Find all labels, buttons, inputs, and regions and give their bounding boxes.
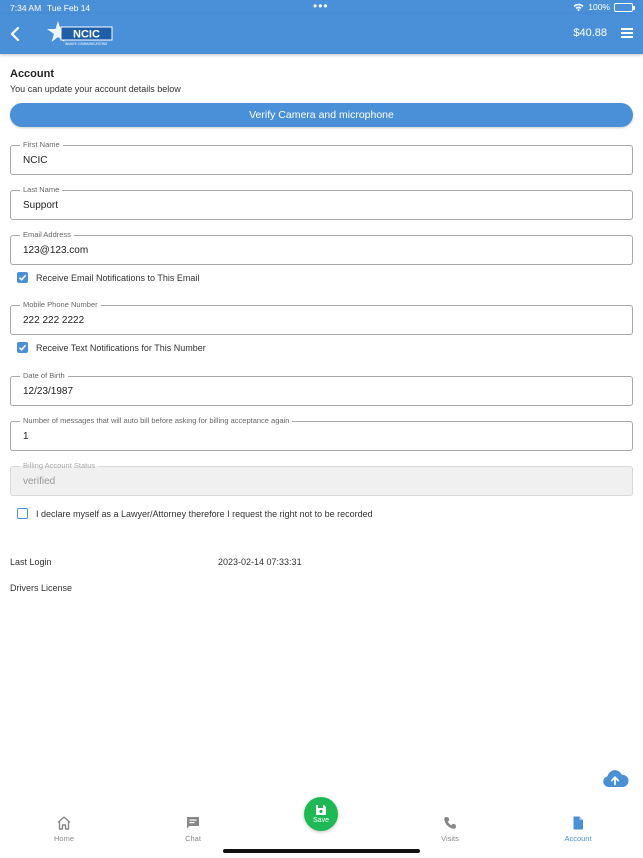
save-button-label: Save [313, 817, 329, 824]
app-header [0, 14, 643, 54]
svg-text:NCIC: NCIC [73, 28, 100, 41]
billing-status-label: Billing Account Status [20, 461, 98, 471]
first-name-field[interactable] [10, 140, 633, 175]
auto-bill-count-label: Number of messages that will auto bill before asking for billing acceptance again [20, 416, 292, 426]
tab-chat-label: Chat [185, 834, 201, 843]
text-notifications-checkbox[interactable] [17, 342, 28, 353]
document-icon [570, 815, 586, 831]
battery-icon [614, 3, 633, 12]
phone-icon [442, 815, 458, 831]
tab-home[interactable] [34, 815, 94, 843]
wifi-icon [573, 3, 584, 11]
lawyer-declaration-checkbox-row[interactable] [17, 508, 373, 519]
save-button[interactable] [304, 797, 338, 831]
last-name-field[interactable] [10, 185, 633, 220]
auto-bill-count-field[interactable] [10, 416, 633, 451]
tab-account[interactable] [548, 815, 608, 843]
chat-icon [185, 815, 201, 831]
svg-text:INMATE COMMUNICATIONS: INMATE COMMUNICATIONS [64, 42, 108, 46]
floppy-disk-icon [315, 804, 327, 816]
billing-status-field [10, 461, 633, 496]
email-notifications-checkbox[interactable] [17, 272, 28, 283]
multitasking-dots-icon[interactable]: ••• [313, 0, 329, 13]
last-login-label: Last Login [10, 557, 52, 567]
email-label: Email Address [20, 230, 74, 240]
home-indicator [223, 849, 420, 853]
text-notifications-checkbox-row[interactable] [17, 342, 206, 353]
date-of-birth-field[interactable] [10, 371, 633, 406]
mobile-phone-value[interactable]: 222 222 2222 [23, 315, 85, 326]
auto-bill-count-value[interactable]: 1 [23, 431, 29, 442]
verify-camera-button[interactable]: Verify Camera and microphone [10, 103, 633, 127]
cloud-upload-icon[interactable] [601, 769, 629, 789]
tab-visits[interactable] [420, 815, 480, 843]
email-notifications-checkbox-row[interactable] [17, 272, 199, 283]
status-date: Tue Feb 14 [47, 3, 91, 13]
email-notifications-label: Receive Email Notifications to This Email [36, 272, 200, 283]
battery-percent: 100% [588, 2, 610, 12]
home-icon [56, 815, 72, 831]
account-balance: $40.88 [573, 27, 607, 39]
drivers-license-label: Drivers License [10, 583, 73, 593]
hamburger-menu-icon[interactable] [621, 28, 633, 38]
mobile-phone-field[interactable] [10, 300, 633, 335]
text-notifications-label: Receive Text Notifications for This Number [36, 342, 206, 353]
tab-account-label: Account [564, 834, 592, 843]
email-field[interactable] [10, 230, 633, 265]
first-name-label: First Name [20, 140, 63, 150]
lawyer-declaration-checkbox[interactable] [17, 508, 28, 519]
mobile-phone-label: Mobile Phone Number [20, 300, 101, 310]
billing-status-value: verified [23, 476, 56, 487]
last-name-label: Last Name [20, 185, 62, 195]
date-of-birth-value[interactable]: 12/23/1987 [23, 386, 74, 397]
tab-visits-label: Visits [441, 834, 459, 843]
ncic-logo[interactable] [46, 20, 114, 48]
first-name-value[interactable]: NCIC [23, 155, 48, 166]
lawyer-declaration-label: I declare myself as a Lawyer/Attorney therefore I request the right not to be recorded [36, 508, 373, 519]
tab-chat[interactable] [163, 815, 223, 843]
status-time: 7:34 AM [10, 3, 42, 13]
last-login-value: 2023-02-14 07:33:31 [218, 557, 302, 567]
email-value[interactable]: 123@123.com [23, 245, 89, 256]
status-bar [0, 0, 643, 14]
page-subtitle: You can update your account details below [10, 84, 181, 94]
date-of-birth-label: Date of Birth [20, 371, 68, 381]
checkmark-icon [18, 343, 27, 352]
page-title: Account [10, 68, 54, 80]
last-name-value[interactable]: Support [23, 200, 59, 211]
back-arrow-icon[interactable] [8, 24, 22, 44]
tab-home-label: Home [53, 834, 74, 843]
checkmark-icon [18, 273, 27, 282]
